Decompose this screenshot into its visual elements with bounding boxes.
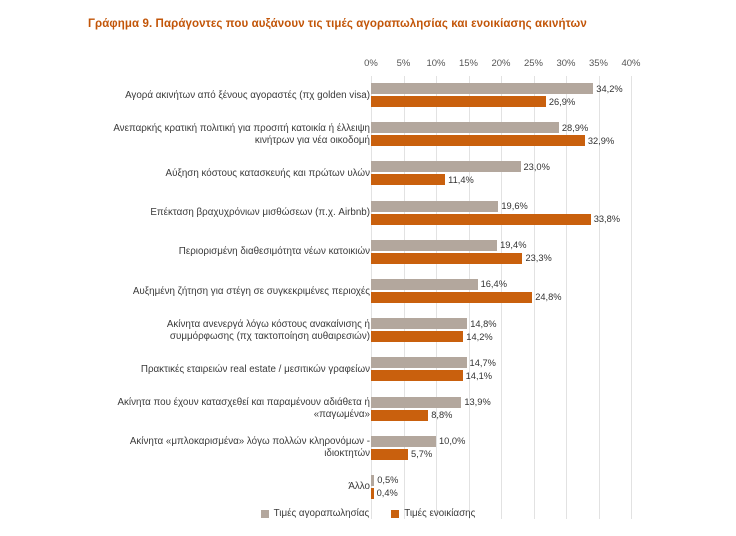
category-label: Περιορισμένη διαθεσιμότητα νέων κατοικιών xyxy=(178,246,370,258)
legend-swatch-rent-icon xyxy=(391,510,399,518)
bar-value-label: 13,9% xyxy=(464,397,491,407)
bar-rent xyxy=(371,449,433,460)
x-axis-tick-2: 10% xyxy=(426,58,446,69)
category-label: Ανεπαρκής κρατική πολιτική για προσιτή κατοικία ή έλλειψη κινήτρων για νέα οικοδομή xyxy=(113,122,370,146)
bar-rent xyxy=(371,488,398,499)
bar-group xyxy=(371,272,661,311)
bar-sale xyxy=(371,83,623,94)
bar-value-label: 28,9% xyxy=(561,122,589,133)
bar-group xyxy=(371,350,661,389)
bar-value-label: 33,8% xyxy=(593,214,621,225)
x-axis-tick-5: 25% xyxy=(523,58,544,69)
bar-value-label: 5,7% xyxy=(411,449,433,460)
chart-row xyxy=(0,350,736,389)
bar-rent xyxy=(371,135,615,146)
bar-sale xyxy=(371,357,496,368)
chart-row xyxy=(0,311,736,350)
bar-value-label: 26,9% xyxy=(548,96,576,107)
bar-value-label: 16,4% xyxy=(480,279,507,290)
bar-value-label: 0,4% xyxy=(376,488,398,499)
bar-group xyxy=(371,76,661,115)
bar-value-label: 23,3% xyxy=(525,253,552,264)
bar-value-label: 19,4% xyxy=(500,240,527,251)
bar-group xyxy=(371,390,661,429)
x-axis-tick-3: 15% xyxy=(458,58,479,69)
x-axis-tick-0: 0% xyxy=(364,58,378,69)
bar-value-label: 24,8% xyxy=(535,292,562,303)
chart-legend xyxy=(0,508,736,519)
category-label: Ακίνητα που έχουν κατασχεθεί και παραμένουν αδιάθετα ή «παγωμένα» xyxy=(117,396,370,421)
chart-rows xyxy=(0,76,736,507)
chart-row xyxy=(0,429,736,468)
bar-group xyxy=(371,194,661,233)
x-axis-tick-labels xyxy=(0,58,736,72)
legend-item-sale xyxy=(261,508,370,519)
category-label: Αύξηση κόστους κατασκευής και πρώτων υλών xyxy=(165,167,370,179)
bar-sale xyxy=(371,279,507,290)
chart-row xyxy=(0,272,736,311)
bar-rent xyxy=(371,174,474,185)
bar-group xyxy=(371,154,661,193)
bar-sale xyxy=(371,436,466,447)
bar-sale xyxy=(371,318,497,329)
bar-value-label: 23,0% xyxy=(523,161,550,172)
bar-value-label: 14,2% xyxy=(466,331,493,342)
legend-label-rent: Τιμές ενοικίασης xyxy=(404,508,476,519)
chart-row xyxy=(0,115,736,154)
bar-value-label: 11,4% xyxy=(448,174,474,185)
chart-row xyxy=(0,154,736,193)
category-label: Επέκταση βραχυχρόνιων μισθώσεων (π.χ. Airbnb) xyxy=(150,207,370,219)
bar-value-label: 0,5% xyxy=(377,475,399,486)
x-axis-tick-4: 20% xyxy=(491,58,511,69)
page-title: Γράφημα 9. Παράγοντες που αυξάνουν τις τιμές αγοραπωλησίας και ενοικίασης ακινήτων xyxy=(88,18,587,30)
legend-swatch-sale-icon xyxy=(261,510,269,518)
bar-rent xyxy=(371,331,493,342)
category-label: Πρακτικές εταιρειών real estate / μεσιτικών γραφείων xyxy=(140,363,370,375)
category-label: Άλλο xyxy=(348,481,370,493)
bar-group xyxy=(371,468,661,507)
bar-sale xyxy=(371,122,589,133)
bar-value-label: 14,7% xyxy=(469,357,496,368)
bar-sale xyxy=(371,240,527,251)
legend-item-rent xyxy=(391,508,475,519)
bar-value-label: 14,1% xyxy=(465,370,493,381)
bar-value-label: 14,8% xyxy=(470,318,497,329)
category-label: Αγορά ακινήτων από ξένους αγοραστές (πχ golden visa) xyxy=(125,89,370,101)
bar-value-label: 8,8% xyxy=(431,410,453,420)
bar-value-label: 34,2% xyxy=(596,83,623,94)
bar-value-label: 19,6% xyxy=(501,201,528,212)
bar-rent xyxy=(371,292,562,303)
bar-value-label: 32,9% xyxy=(587,135,615,146)
bar-sale xyxy=(371,397,491,408)
category-label: Ακίνητα ανενεργά λόγω κόστους ανακαίνισης ή συμμόρφωσης (πχ τακτοποίηση αυθαιρεσιών) xyxy=(166,318,370,342)
bar-rent xyxy=(371,370,493,381)
category-label: Ακίνητα «μπλοκαρισμένα» λόγω πολλών κληρονόμων - ιδιοκτητών xyxy=(129,436,370,460)
x-axis-tick-8: 40% xyxy=(621,58,641,69)
legend-label-sale: Τιμές αγοραπωλησίας xyxy=(273,508,370,519)
x-axis-tick-1: 5% xyxy=(396,58,411,69)
bar-sale xyxy=(371,161,550,172)
chart-row xyxy=(0,194,736,233)
bar-group xyxy=(371,115,661,154)
bar-sale xyxy=(371,475,399,486)
chart-row xyxy=(0,233,736,272)
bar-rent xyxy=(371,253,552,264)
chart-row xyxy=(0,390,736,429)
bar-group xyxy=(371,233,661,272)
x-axis-tick-6: 30% xyxy=(556,58,576,69)
bar-sale xyxy=(371,201,528,212)
bar-rent xyxy=(371,214,621,225)
bar-rent xyxy=(371,410,453,421)
bar-group xyxy=(371,311,661,350)
bar-value-label: 10,0% xyxy=(439,436,466,447)
chart-row xyxy=(0,76,736,115)
category-label: Αυξημένη ζήτηση για στέγη σε συγκεκριμένες περιοχές xyxy=(132,285,370,297)
bar-rent xyxy=(371,96,576,107)
bar-group xyxy=(371,429,661,468)
chart-row xyxy=(0,468,736,507)
x-axis-tick-7: 35% xyxy=(588,58,609,69)
